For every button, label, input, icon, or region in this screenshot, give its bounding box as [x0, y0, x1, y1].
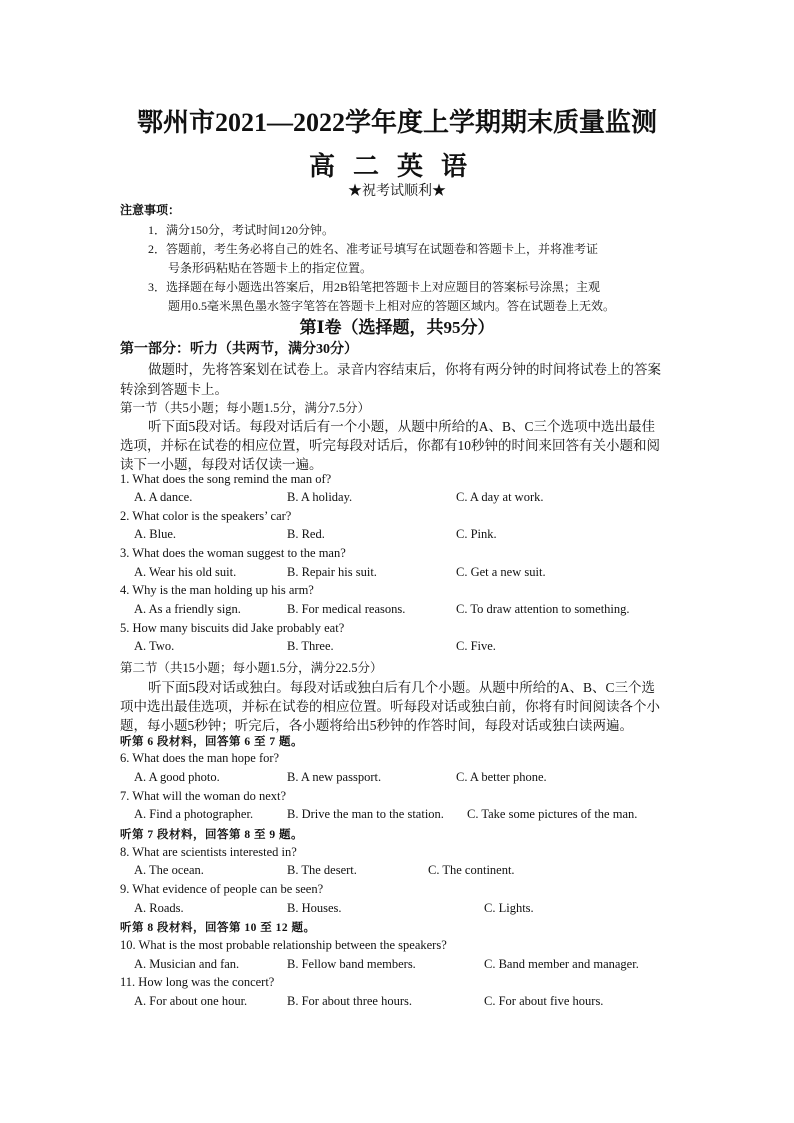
question-text: 8. What are scientists interested in? [120, 845, 297, 859]
option-c: C. Five. [456, 639, 496, 653]
option-c: C. For about five hours. [484, 994, 604, 1008]
question-text: 4. Why is the man holding up his arm? [120, 583, 314, 597]
option-a: A. Find a photographer. [134, 807, 254, 821]
question-text: 5. How many biscuits did Jake probably eat? [120, 621, 345, 635]
option-b: B. Drive the man to the station. [287, 807, 444, 821]
option-b: B. For medical reasons. [287, 602, 406, 616]
question-text: 11. How long was the concert? [120, 975, 275, 989]
option-c: C. Band member and manager. [484, 957, 639, 971]
section1-heading: 第一节（共5小题；每小题1.5分，满分7.5分） [120, 401, 371, 415]
option-b: B. Red. [287, 527, 325, 541]
question-text: 6. What does the man hope for? [120, 751, 280, 765]
material-note: 听第 6 段材料，回答第 6 至 7 题。 [120, 736, 303, 748]
option-a: A. Musician and fan. [134, 957, 240, 971]
option-c: C. Take some pictures of the man. [467, 807, 638, 821]
part-title: 第Ⅰ卷（选择题，共95分） [299, 318, 495, 337]
notice-item: 3．选择题在每小题选出答案后，用2B铅笔把答题卡上对应题目的答案标号涂黑；主观 [148, 280, 601, 294]
question-text: 3. What does the woman suggest to the man? [120, 546, 346, 560]
option-c: C. To draw attention to something. [456, 602, 630, 616]
option-b: B. Three. [287, 639, 334, 653]
option-c: C. Get a new suit. [456, 565, 546, 579]
intro-text: 做题时，先将答案划在试卷上。录音内容结束后，你将有两分钟的时间将试卷上的答案 [148, 362, 661, 377]
option-a: A. As a friendly sign. [134, 602, 241, 616]
intro-text: 转涂到答题卡上。 [120, 382, 228, 397]
option-c: C. A day at work. [456, 490, 544, 504]
subject-title: 高二英语 [308, 152, 485, 181]
section2-heading: 第二节（共15小题；每小题1.5分，满分22.5分） [120, 661, 383, 675]
section1-instruction: 选项，并标在试卷的相应位置，听完每段对话后，你都有10秒钟的时间来回答有关小题和阅 [120, 438, 660, 453]
question-text: 7. What will the woman do next? [120, 789, 287, 803]
notice-heading: 注意事项： [120, 203, 181, 217]
section1-instruction: 读下一小题，每段对话仅读一遍。 [120, 457, 323, 472]
option-b: B. A new passport. [287, 770, 382, 784]
exam-title: 鄂州市2021—2022学年度上学期期末质量监测 [136, 108, 657, 137]
section2-instruction: 题，每小题5秒钟；听完后，各小题将给出5秒钟的作答时间，每段对话或独白读两遍。 [120, 718, 633, 733]
option-a: A. Blue. [134, 527, 177, 541]
option-c: C. Pink. [456, 527, 497, 541]
option-a: A. Wear his old suit. [134, 565, 237, 579]
question-text: 9. What evidence of people can be seen? [120, 882, 324, 896]
option-c: C. Lights. [484, 901, 534, 915]
question-text: 10. What is the most probable relationship between the speakers? [120, 938, 447, 952]
section2-instruction: 听下面5段对话或独白。每段对话或独白后有几个小题。从题中所给的A、B、C三个选 [148, 680, 656, 695]
notice-item: 2．答题前，考生务必将自己的姓名、准考证号填写在试题卷和答题卡上，并将准考证 [148, 242, 599, 256]
material-note: 听第 8 段材料，回答第 10 至 12 题。 [120, 922, 316, 934]
question-text: 1. What does the song remind the man of? [120, 472, 332, 486]
notice-item: 题用0.5毫米黑色墨水签字笔答在答题卡上相对应的答题区域内。答在试题卷上无效。 [168, 299, 616, 313]
option-a: A. A good photo. [134, 770, 220, 784]
section2-instruction: 项中选出最佳选项，并标在试卷的相应位置。听每段对话或独白前，你将有时间阅读各个小 [120, 699, 660, 714]
option-a: A. A dance. [134, 490, 193, 504]
option-b: B. Houses. [287, 901, 342, 915]
option-b: B. The desert. [287, 863, 357, 877]
option-b: B. A holiday. [287, 490, 353, 504]
option-b: B. For about three hours. [287, 994, 412, 1008]
option-a: A. For about one hour. [134, 994, 248, 1008]
option-c: C. A better phone. [456, 770, 547, 784]
section-heading: 第一部分：听力（共两节，满分30分） [120, 342, 358, 357]
section1-instruction: 听下面5段对话。每段对话后有一个小题，从题中所给的A、B、C三个选项中选出最佳 [148, 419, 656, 434]
option-a: A. Two. [134, 639, 175, 653]
option-a: A. Roads. [134, 901, 184, 915]
option-b: B. Fellow band members. [287, 957, 416, 971]
option-c: C. The continent. [428, 863, 515, 877]
notice-item: 1．满分150分，考试时间120分钟。 [148, 223, 335, 237]
notice-item: 号条形码粘贴在答题卡上的指定位置。 [168, 261, 373, 275]
question-text: 2. What color is the speakers’ car? [120, 509, 292, 523]
option-b: B. Repair his suit. [287, 565, 377, 579]
option-a: A. The ocean. [134, 863, 204, 877]
material-note: 听第 7 段材料，回答第 8 至 9 题。 [120, 829, 303, 841]
good-luck-line: ★祝考试顺利★ [348, 184, 446, 199]
